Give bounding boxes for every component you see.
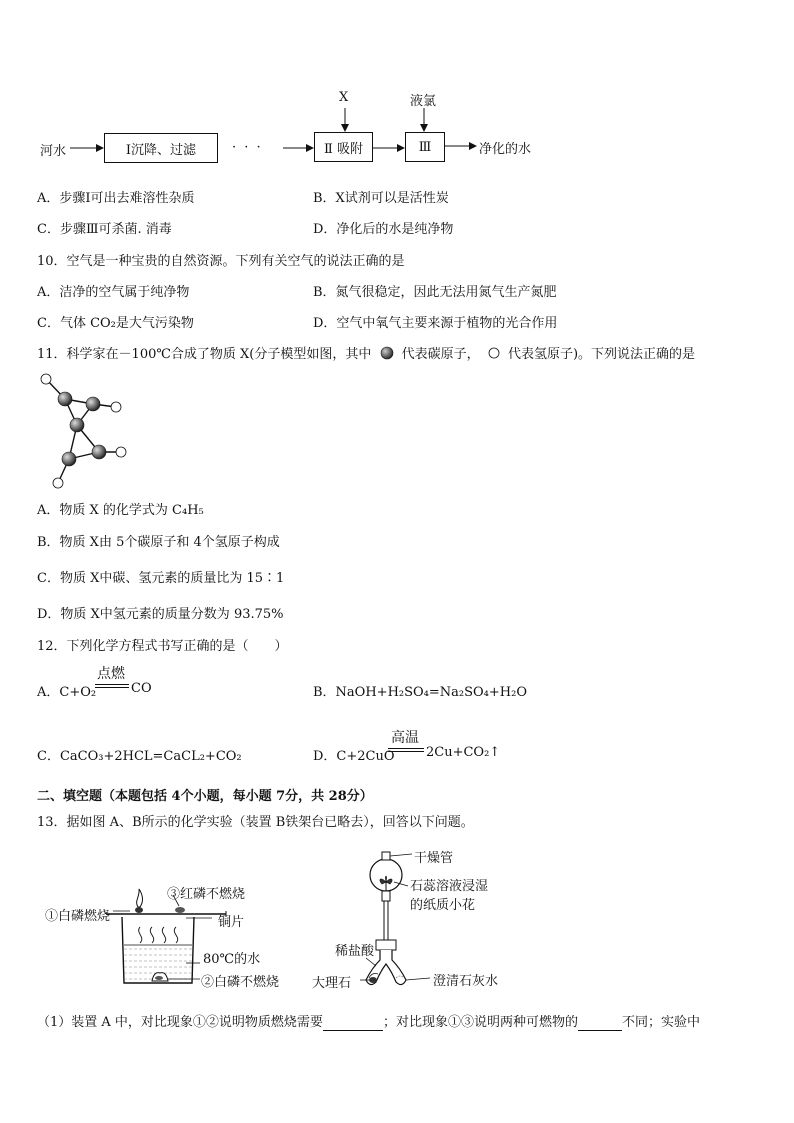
q11-option-d: D．物质 X中氢元素的质量分数为 93.75% xyxy=(37,607,284,622)
flow-step2-box: Ⅱ 吸附 xyxy=(314,132,373,162)
section-2-heading: 二、填空题（本题包括 4个小题，每小题 7分，共 28分） xyxy=(37,789,373,804)
q12-option-d-left: D．C+2CuO xyxy=(313,749,395,764)
q12-option-a-condition: 点燃 xyxy=(97,666,125,682)
hydrogen-atom-icon xyxy=(487,346,501,360)
a-label-3: ③红磷不燃烧 xyxy=(167,887,246,902)
q12-stem: 12．下列化学方程式书写正确的是（ ） xyxy=(37,639,288,654)
a-copper-label: 铜片 xyxy=(218,915,245,930)
q12-option-d-right: 2Cu+CO₂↑ xyxy=(426,745,501,760)
q9-option-a: A．步骤Ⅰ可出去难溶性杂质 xyxy=(37,191,195,206)
q11-option-c: C．物质 X中碳、氢元素的质量比为 15∶1 xyxy=(37,571,285,586)
carbon-atom-icon xyxy=(379,346,395,360)
flow-reagent-chlorine: 液氯 xyxy=(410,94,437,109)
q13-sub1-part-c: 不同；实验中 xyxy=(621,1015,700,1030)
q13-sub1-part-b: ；对比现象①③说明两种可燃物的 xyxy=(382,1015,578,1030)
q11-stem-part-b: 代表碳原子， xyxy=(401,347,480,362)
q12-option-a-right: CO xyxy=(131,681,152,696)
flow-output-label: 净化的水 xyxy=(479,142,532,157)
q13-sub1 xyxy=(37,1011,700,1031)
q13-blank-1[interactable] xyxy=(323,1015,383,1031)
q12-a-equals-line xyxy=(95,683,131,689)
flow-step3-box: Ⅲ xyxy=(405,132,445,162)
molecule-x-model xyxy=(30,368,140,493)
b-flower-label-2: 的纸质小花 xyxy=(410,898,476,913)
q12-option-b: B．NaOH+H₂SO₄=Na₂SO₄+H₂O xyxy=(313,685,527,700)
q9-option-d: D．净化后的水是纯净物 xyxy=(313,222,454,237)
q10-stem: 10．空气是一种宝贵的自然资源。下列有关空气的说法正确的是 xyxy=(37,254,405,269)
q13-blank-2[interactable] xyxy=(578,1015,622,1031)
flow-reagent-x: X xyxy=(339,90,349,105)
b-limewater-label: 澄清石灰水 xyxy=(433,974,499,989)
q10-option-d: D．空气中氧气主要来源于植物的光合作用 xyxy=(313,316,558,331)
q10-option-b: B．氮气很稳定，因此无法用氮气生产氮肥 xyxy=(313,285,557,300)
q11-stem-part-a: 11．科学家在－100℃合成了物质 X(分子模型如图，其中 xyxy=(37,347,372,362)
q12-d-equals-line xyxy=(388,747,426,753)
b-marble-label: 大理石 xyxy=(312,976,352,991)
b-acid-label: 稀盐酸 xyxy=(335,944,375,959)
q9-option-c: C．步骤Ⅲ可杀菌. 消毒 xyxy=(37,222,172,237)
q13-sub1-part-a: （1）装置 A 中，对比现象①②说明物质燃烧需要 xyxy=(37,1015,323,1030)
q12-option-d-condition: 高温 xyxy=(391,730,419,746)
a-label-2: ②白磷不燃烧 xyxy=(201,975,280,990)
q11-stem xyxy=(37,343,695,362)
q10-option-a: A．洁净的空气属于纯净物 xyxy=(37,285,190,300)
flow-input-label: 河水 xyxy=(40,144,67,159)
q9-option-b: B．X试剂可以是活性炭 xyxy=(313,191,449,206)
a-water-label: 80℃的水 xyxy=(203,952,261,967)
a-label-1: ①白磷燃烧 xyxy=(45,909,111,924)
q10-option-c: C．气体 CO₂是大气污染物 xyxy=(37,316,194,331)
q11-option-b: B．物质 X由 5个碳原子和 4个氢原子构成 xyxy=(37,535,280,550)
flow-dots: · · · xyxy=(232,140,263,155)
b-flower-label-1: 石蕊溶液浸湿 xyxy=(410,879,489,894)
flow-step1-box: Ⅰ沉降、过滤 xyxy=(104,133,218,163)
q12-option-a-left: A．C+O₂ xyxy=(37,685,97,700)
q12-option-c: C．CaCO₃+2HCL=CaCL₂+CO₂ xyxy=(37,749,242,764)
b-dry-tube-label: 干燥管 xyxy=(414,851,454,866)
q13-stem: 13．据如图 A、B所示的化学实验（装置 B铁架台已略去），回答以下问题。 xyxy=(37,815,474,830)
q11-option-a: A．物质 X 的化学式为 C₄H₅ xyxy=(37,503,204,518)
q11-stem-part-c: 代表氢原子)。下列说法正确的是 xyxy=(507,347,696,362)
